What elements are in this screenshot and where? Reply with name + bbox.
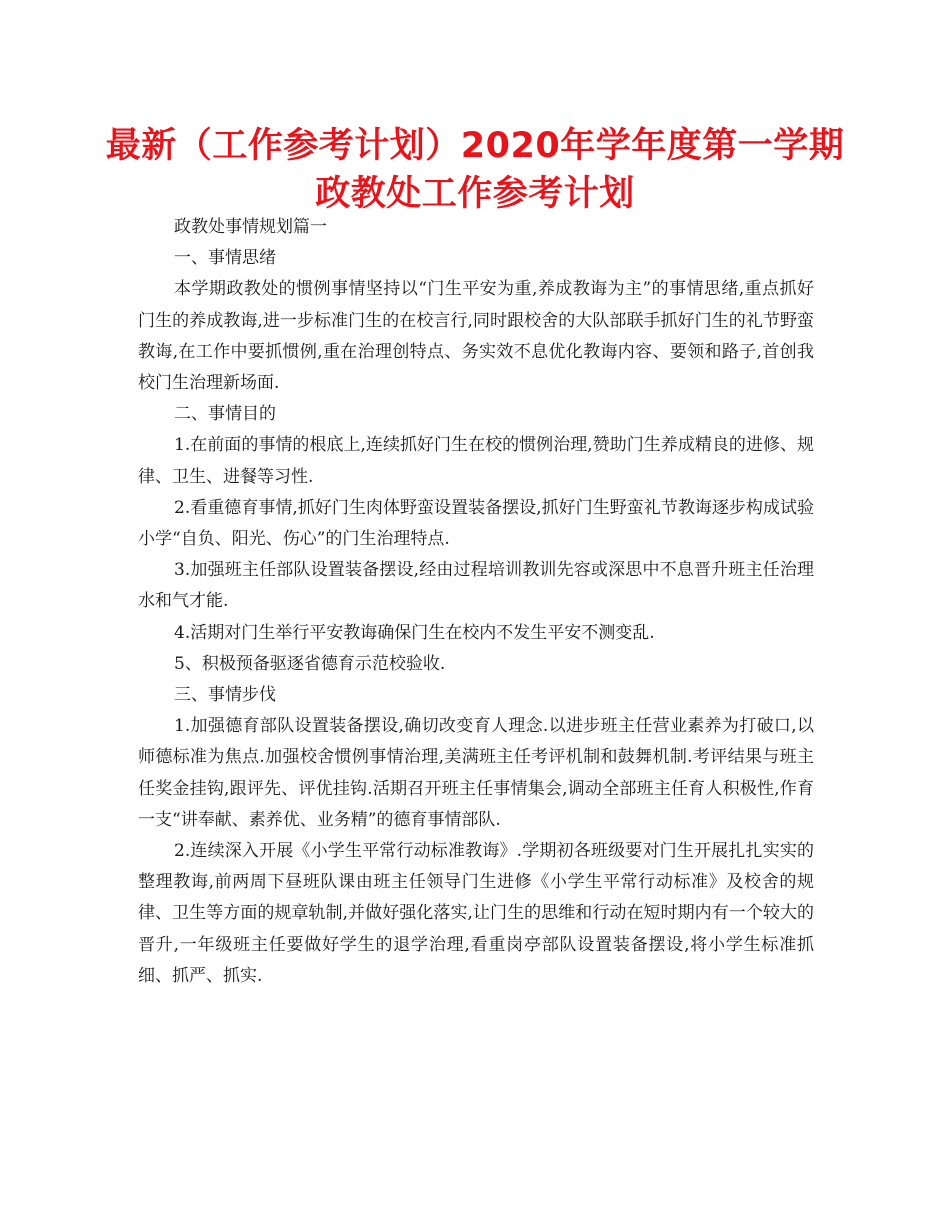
list-item: 4.活期对门生举行平安教诲确保门生在校内不发生平安不测变乱. (174, 622, 655, 643)
list-item: 1.加强德育部队设置装备摆设,确切改变育人理念.以进步班主任营业素养为打破口,以师德标准为焦点.加强校舍惯例事情治理,美满班主任考评机制和鼓舞机制.考评结果与班主任奖金挂钩,跟评先、评优挂钩.活期召开班主任事情集会,调动全部班主任育人积极性,作育一支“讲奉献、素养优、业务精”的德育事情部队. (138, 716, 814, 830)
section-heading-3: 三、事情步伐 (174, 685, 276, 706)
list-item: 5、积极预备驱逐省德育示范校验收. (174, 653, 446, 674)
list-item: 2.连续深入开展《小学生平常行动标准教诲》.学期初各班级要对门生开展扎扎实实的整理教诲,前两周下昼班队课由班主任领导门生进修《小学生平常行动标准》及校舍的规律、卫生等方面的规章轨制,并做好强化落实,让门生的思维和行动在短时期内有一个较大的晋升,一年级班主任要做好学生的退学治理,看重岗亭部队设置装备摆设,将小学生标准抓细、抓严、抓实. (138, 841, 814, 986)
section-heading-2: 二、事情目的 (174, 404, 276, 425)
list-item: 1.在前面的事情的根底上,连续抓好门生在校的惯例治理,赞助门生养成精良的进修、规律、卫生、进餐等习性. (138, 435, 814, 487)
document-body (138, 212, 814, 992)
section-heading-plan: 政教处事情规划篇一 (174, 217, 327, 237)
document-title: 最新（工作参考计划）2020年学年度第一学期政教处工作参考计划 (105, 126, 845, 214)
section-heading-1: 一、事情思绪 (174, 248, 276, 269)
paragraph: 本学期政教处的惯例事情坚持以“门生平安为重,养成教诲为主”的事情思绪,重点抓好门生的养成教诲,进一步标准门生的在校言行,同时跟校舍的大队部联手抓好门生的礼节野蛮教诲,在工作中要抓惯例,重在治理创特点、务实效不息优化教诲内容、要领和路子,首创我校门生治理新场面. (138, 279, 814, 394)
list-item: 2.看重德育事情,抓好门生肉体野蛮设置装备摆设,抓好门生野蛮礼节教诲逐步构成试验小学“自负、阳光、伤心”的门生治理特点. (138, 497, 814, 550)
list-item: 3.加强班主任部队设置装备摆设,经由过程培训教训先容或深思中不息晋升班主任治理水和气才能. (138, 560, 814, 612)
